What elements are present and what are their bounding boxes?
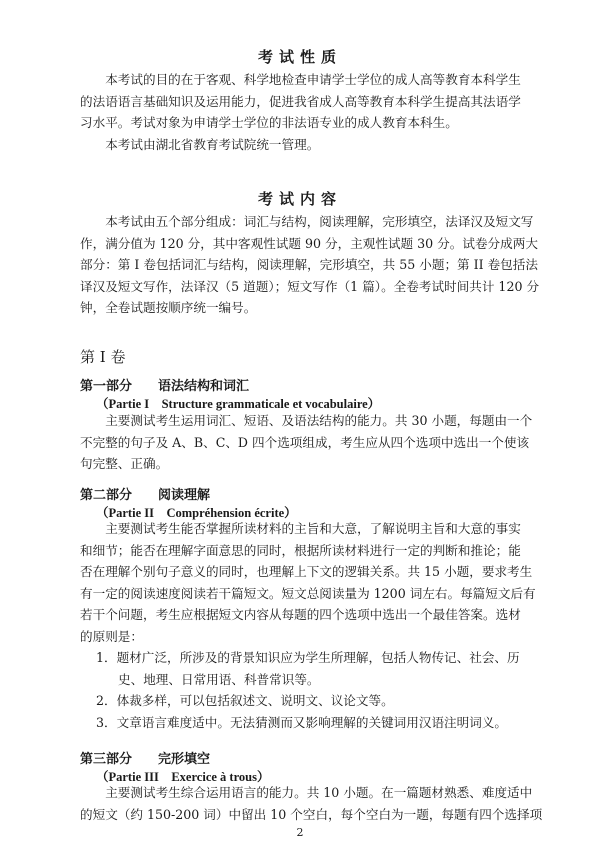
section-title-exam-content: 考试内容 [257, 190, 342, 208]
part3-number: 第三部分 [80, 752, 133, 767]
volume-heading: 第 I 卷 [80, 348, 126, 366]
text-line: 译汉及短文写作，法译汉（5 道题）；短文写作（1 篇）。全卷考试时间共计 120 分 [80, 278, 540, 294]
text-line: 否在理解个别句子意义的同时，也理解上下文的逻辑关系。共 15 小题，要求考生 [80, 564, 533, 579]
text-line: 主要测试考生综合运用语言的能力。共 10 小题。在一篇题材熟悉、难度适中 [80, 785, 533, 800]
text-line: 作，满分值为 120 分，其中客观性试题 90 分，主观性试题 30 分。试卷分成两大 [80, 235, 538, 251]
part2-title: 阅读理解 [158, 488, 211, 503]
text-line: 句完整、正确。 [80, 456, 169, 471]
text-line: 和细节；能否在理解字面意思的同时，根据所读材料进行一定的判断和推论；能 [80, 542, 521, 558]
text-line: 有一定的阅读速度阅读若干篇短文。短文总阅读量为 1200 词左右。每篇短文后有 [80, 585, 536, 601]
part3-heading [80, 748, 210, 767]
text-line: 不完整的句子及 A、B、C、D 四个选项组成，考生应从四个选项中选出一个使该 [80, 434, 530, 450]
part1-title: 语法结构和词汇 [158, 379, 250, 394]
section-title-exam-nature: 考试性质 [257, 48, 342, 66]
list-item [96, 690, 542, 712]
text-line: 的短文（约 150-200 词）中留出 10 个空白，每个空白为一题，每题有四个选择项 [80, 806, 542, 822]
page-number: 2 [296, 826, 304, 839]
part2-subtitle: （Partie II Compréhension écrite） [96, 506, 297, 520]
text-line: 3．文章语言难度适中。无法猜测而又影响理解的关键词用汉语注明词义。 [96, 715, 508, 730]
text-line: 1．题材广泛，所涉及的背景知识应为学生所理解，包括人物传记、社会、历 [96, 650, 520, 665]
text-line: 史、地理、日常用语、科普常识等。 [118, 671, 320, 687]
text-line: 主要测试考生运用词汇、短语、及语法结构的能力。共 30 小题，每题由一个 [80, 413, 533, 428]
part2-paragraph [80, 518, 542, 647]
part1-heading [80, 375, 249, 394]
exam-nature-paragraph [80, 69, 542, 155]
text-line: 若干个问题，考生应根据短文内容从每题的四个选项中选出一个最佳答案。选材 [80, 607, 521, 622]
part3-title: 完形填空 [158, 752, 211, 767]
text-line: 钟，全卷试题按顺序统一编号。 [80, 300, 257, 315]
part1-number: 第一部分 [80, 379, 133, 394]
text-line: 习水平。考试对象为申请学士学位的非法语专业的成人教育本科生。 [80, 115, 458, 130]
text-line: 的法语语言基础知识及运用能力，促进我省成人高等教育本科学生提高其法语学 [80, 93, 521, 109]
part3-subtitle: （Partie III Exercice à trous） [96, 770, 270, 784]
text-line: 2．体裁多样，可以包括叙述文、说明文、议论文等。 [96, 693, 394, 708]
text-line: 本考试由湖北省教育考试院统一管理。 [80, 136, 320, 152]
part1-subtitle: （Partie I Structure grammaticale et vocabulaire） [96, 397, 381, 411]
list-item [96, 647, 542, 690]
text-line: 主要测试考生能否掌握所读材料的主旨和大意，了解说明主旨和大意的事实 [80, 521, 521, 536]
part2-heading [80, 484, 210, 503]
text-line: 本考试的目的在于客观、科学地检查申请学士学位的成人高等教育本科学生 [80, 72, 521, 87]
text-line: 本考试由五个部分组成：词汇与结构，阅读理解，完形填空，法译汉及短文写 [80, 214, 534, 229]
part3-paragraph [80, 782, 542, 825]
part2-number: 第二部分 [80, 488, 133, 503]
exam-content-paragraph [80, 211, 542, 319]
part1-paragraph [80, 410, 542, 475]
list-item [96, 712, 542, 734]
text-line: 部分：第 I 卷包括词汇与结构，阅读理解，完形填空，共 55 小题；第 II 卷包括法 [80, 257, 538, 272]
text-line: 的原则是： [80, 628, 143, 644]
